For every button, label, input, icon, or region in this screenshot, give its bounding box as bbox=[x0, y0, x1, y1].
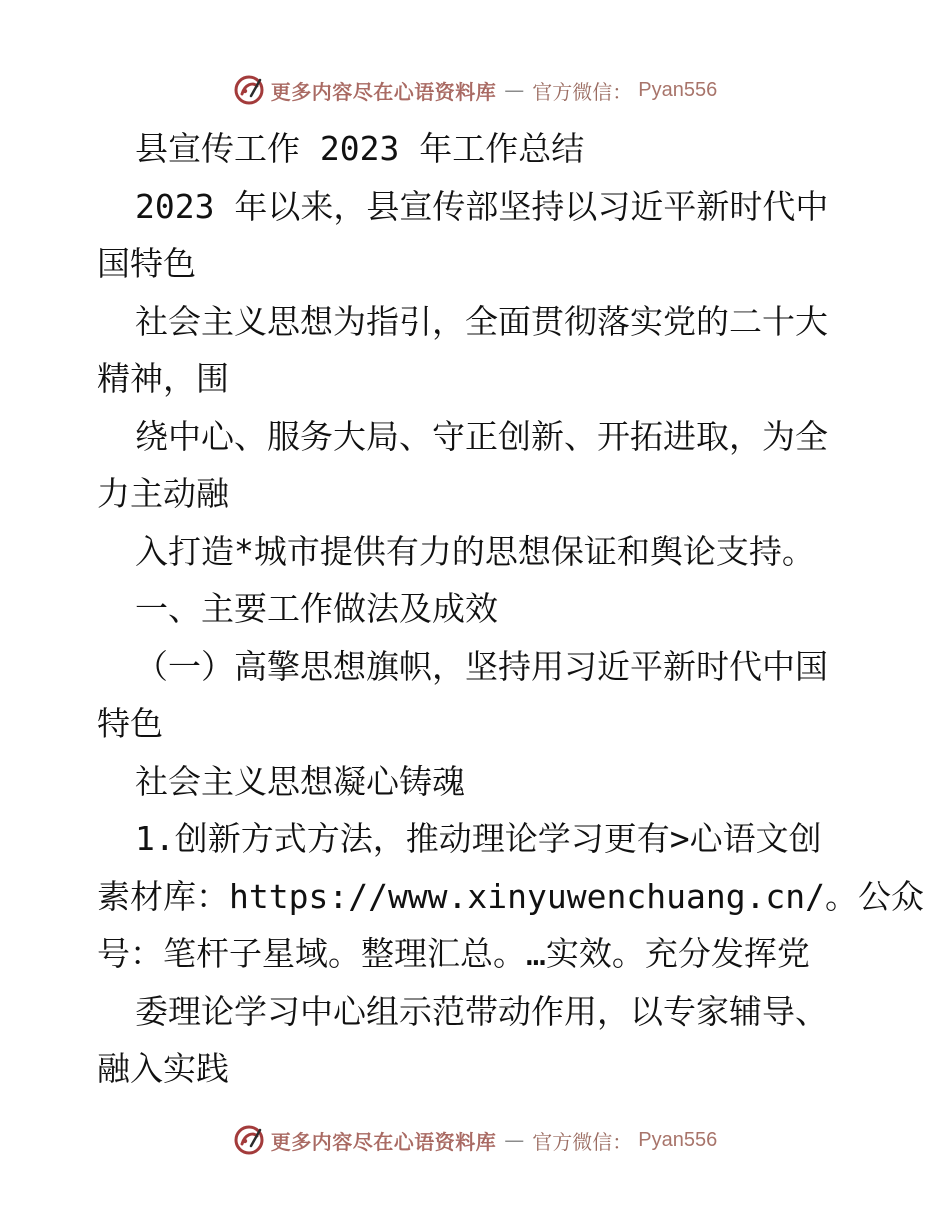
paragraph-line: 入打造*城市提供有力的思想保证和舆论支持。 bbox=[135, 531, 815, 571]
banner-wechat-id: Pyan556 bbox=[638, 78, 718, 101]
banner-separator: — bbox=[504, 1128, 525, 1152]
paragraph-line: 号：笔杆子星域。整理汇总。…实效。充分发挥党 bbox=[97, 934, 810, 973]
paragraph-line: 精神，围 bbox=[97, 359, 229, 398]
paragraph-line: 社会主义思想为指引，全面贯彻落实党的二十大 bbox=[135, 301, 828, 341]
document-body bbox=[97, 120, 925, 1098]
header-banner bbox=[0, 73, 950, 107]
xinyu-logo-icon bbox=[233, 74, 265, 106]
paragraph-line: 力主动融 bbox=[97, 474, 229, 513]
banner-wechat-label: 官方微信： bbox=[532, 79, 633, 104]
paragraph-line: 素材库：https://www.xinyuwenchuang.cn/。公众 bbox=[97, 876, 925, 916]
subsection-heading: 特色 bbox=[97, 704, 163, 743]
footer-banner bbox=[0, 1123, 950, 1157]
subsection-heading: 社会主义思想凝心铸魂 bbox=[135, 761, 465, 801]
banner-wechat-label: 官方微信： bbox=[532, 1129, 633, 1154]
paragraph-line: 融入实践 bbox=[97, 1049, 229, 1088]
banner-wechat-id: Pyan556 bbox=[638, 1128, 718, 1151]
banner-text: 更多内容尽在心语资料库 bbox=[270, 79, 497, 104]
banner-separator: — bbox=[504, 78, 525, 102]
paragraph-line: 国特色 bbox=[97, 244, 196, 283]
banner-text: 更多内容尽在心语资料库 bbox=[270, 1129, 497, 1154]
paragraph-line: 2023 年以来，县宣传部坚持以习近平新时代中 bbox=[135, 186, 829, 226]
paragraph-line: 1.创新方式方法，推动理论学习更有>心语文创 bbox=[135, 819, 822, 858]
xinyu-logo-icon bbox=[233, 1124, 265, 1156]
paragraph-line: 委理论学习中心组示范带动作用，以专家辅导、 bbox=[135, 991, 828, 1031]
paragraph-line: 绕中心、服务大局、守正创新、开拓进取，为全 bbox=[135, 416, 828, 456]
document-title: 县宣传工作 2023 年工作总结 bbox=[135, 129, 585, 168]
subsection-heading: （一）高擎思想旗帜，坚持用习近平新时代中国 bbox=[135, 646, 828, 686]
section-heading: 一、主要工作做法及成效 bbox=[135, 589, 498, 628]
